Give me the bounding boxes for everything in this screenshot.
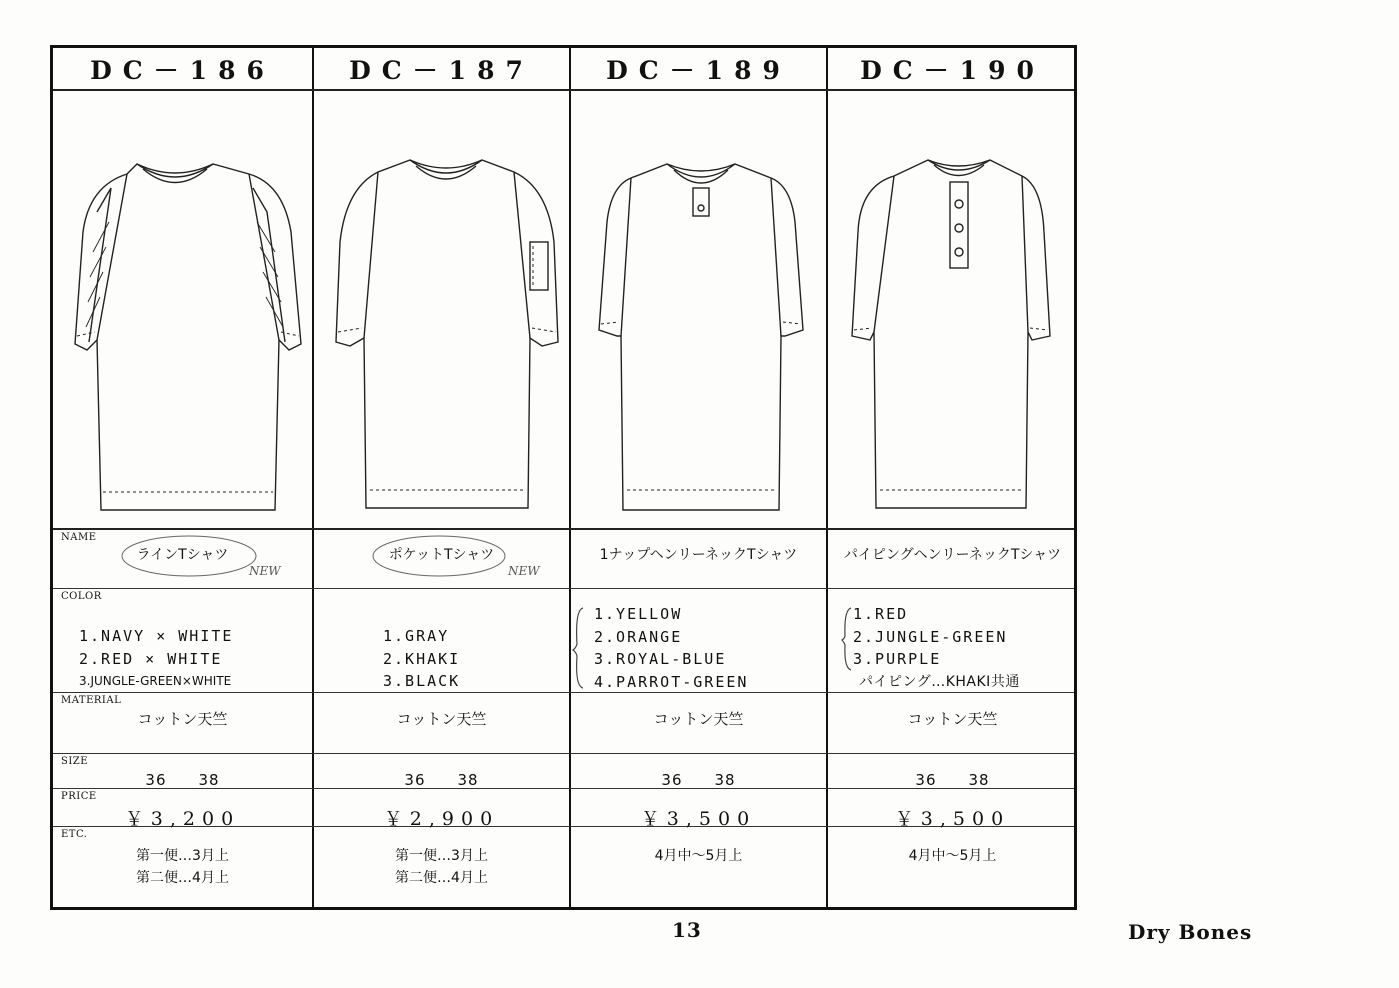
color-option: 2.RED × WHITE	[79, 649, 223, 668]
brand-name: Dry Bones	[1128, 920, 1253, 944]
price-value: ￥3,500	[894, 808, 1011, 830]
catalog-table	[50, 45, 1077, 910]
row-label-etc: ETC.	[61, 829, 88, 840]
color-list	[79, 625, 233, 693]
product-code-header: DC－189	[606, 56, 791, 85]
product-sketch	[314, 92, 569, 528]
color-option: 3.BLACK	[383, 672, 461, 690]
raglan-line-tshirt-icon	[53, 92, 312, 528]
handwritten-brace-mark	[571, 604, 587, 690]
piping-henley-tshirt-icon	[828, 92, 1077, 528]
pocket-raglan-tshirt-icon	[314, 92, 569, 528]
product-code-header: DC－186	[90, 56, 275, 85]
etc-line: 第一便…3月上	[395, 848, 488, 864]
product-code-header: DC－187	[349, 56, 534, 85]
material-value: コットン天竺	[137, 710, 228, 728]
price-value: ￥2,900	[383, 808, 500, 830]
etc-line: 第二便…4月上	[395, 870, 488, 886]
size-values: 36 38	[404, 771, 479, 789]
color-option: 2.ORANGE	[594, 627, 683, 646]
color-option: 2.JUNGLE-GREEN	[853, 627, 1008, 646]
color-option: 4.PARROT-GREEN	[594, 672, 749, 691]
color-option: 1.GRAY	[383, 627, 450, 645]
etc-line: 4月中～5月上	[908, 848, 997, 864]
handwritten-new-note: NEW	[249, 564, 281, 578]
product-code-header: DC－190	[860, 56, 1045, 85]
row-divider	[53, 753, 1074, 754]
row-label-size: SIZE	[61, 756, 89, 767]
etc-notes	[828, 845, 1077, 867]
size-values: 36 38	[145, 771, 220, 789]
color-list	[853, 603, 1020, 693]
row-label-name: NAME	[61, 532, 97, 543]
handwritten-new-note: NEW	[508, 564, 540, 578]
size-values: 36 38	[661, 771, 736, 789]
etc-line: 第一便…3月上	[136, 848, 229, 864]
etc-line: 第二便…4月上	[136, 870, 229, 886]
etc-notes	[571, 845, 826, 867]
product-sketch	[53, 92, 312, 528]
color-option: 3.JUNGLE-GREEN×WHITE	[79, 674, 232, 688]
row-label-color: COLOR	[61, 591, 102, 602]
size-values: 36 38	[915, 771, 990, 789]
color-option: 1.NAVY × WHITE	[79, 627, 234, 645]
etc-line: 4月中～5月上	[654, 848, 743, 864]
color-note: パイピング…KHAKI共通	[859, 673, 1020, 690]
product-sketch	[828, 92, 1077, 528]
color-list	[594, 603, 748, 693]
etc-notes	[314, 845, 569, 889]
one-snap-henley-tshirt-icon	[571, 92, 826, 528]
product-sketch	[571, 92, 826, 528]
color-option: 3.ROYAL-BLUE	[594, 650, 727, 668]
material-value: コットン天竺	[653, 710, 744, 728]
material-value: コットン天竺	[396, 710, 487, 728]
color-option: 3.PURPLE	[853, 650, 942, 668]
color-option: 1.YELLOW	[594, 605, 683, 623]
product-name: パイピングヘンリーネックTシャツ	[843, 547, 1062, 563]
page-number: 13	[672, 918, 702, 942]
price-value: ￥3,200	[124, 808, 241, 830]
color-list	[383, 625, 460, 693]
product-name: 1ナップヘンリーネックTシャツ	[599, 547, 798, 563]
row-divider	[53, 528, 1074, 530]
handwritten-brace-mark	[840, 604, 854, 674]
row-label-price: PRICE	[61, 791, 97, 802]
price-value: ￥3,500	[640, 808, 757, 830]
product-name: ポケットTシャツ	[388, 547, 495, 563]
color-option: 2.KHAKI	[383, 649, 461, 668]
row-divider	[53, 588, 1074, 589]
etc-notes	[53, 845, 312, 889]
product-name: ラインTシャツ	[136, 547, 229, 563]
material-value: コットン天竺	[907, 710, 998, 728]
row-label-material: MATERIAL	[61, 695, 122, 706]
color-option: 1.RED	[853, 605, 909, 623]
